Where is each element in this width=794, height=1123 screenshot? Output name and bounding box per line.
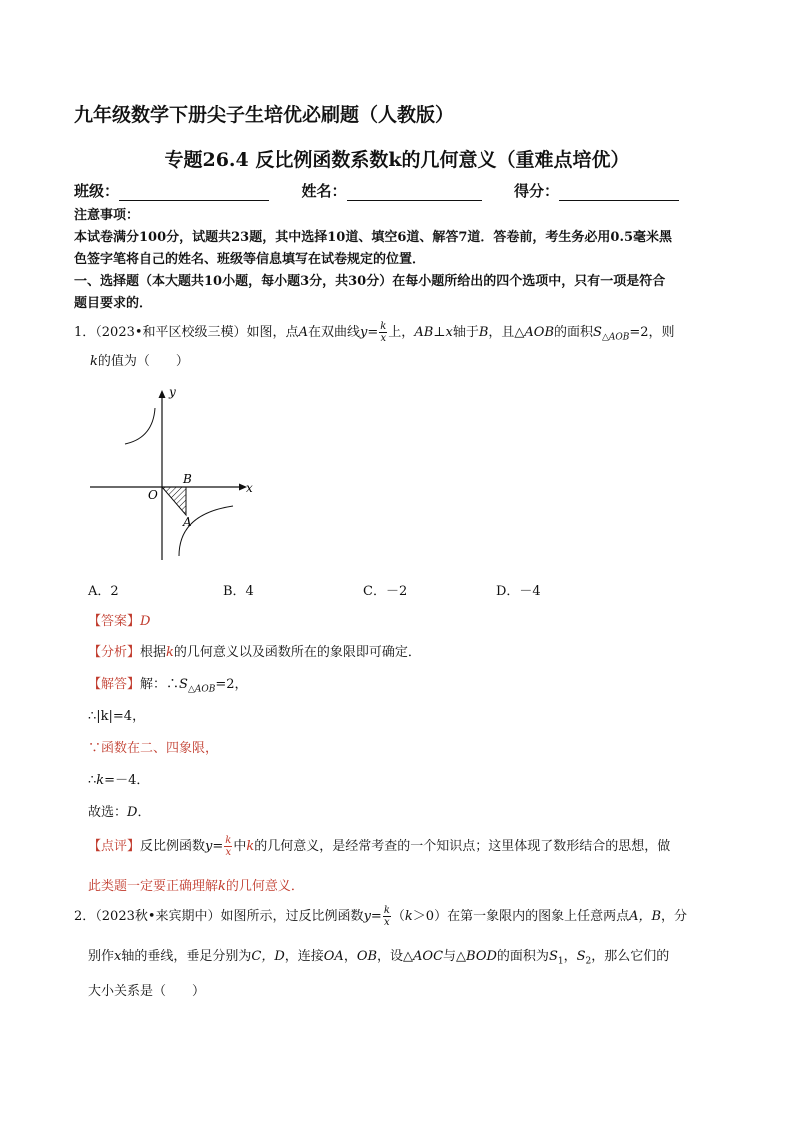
q2-text: 与△ bbox=[443, 949, 467, 964]
solution-text: =2， bbox=[215, 677, 248, 692]
y-axis-arrow bbox=[159, 390, 166, 398]
q2-var: BOD bbox=[466, 949, 497, 964]
solution-text: 解：∴ bbox=[140, 677, 180, 692]
q2-var: S bbox=[548, 949, 558, 964]
comment-text: 反比例函数 bbox=[140, 839, 206, 854]
q2-text: 在第一象限内的图象上任意两点 bbox=[447, 909, 630, 924]
comment-frac-num: k bbox=[225, 835, 232, 846]
analysis-var: k bbox=[166, 645, 174, 660]
label-o: O bbox=[148, 488, 158, 502]
comment-var: k bbox=[218, 879, 226, 894]
q2-text: 别作 bbox=[88, 949, 115, 964]
q1-text: 如图，点 bbox=[246, 325, 299, 340]
q2-frac-num: k bbox=[383, 905, 390, 916]
question-2-line2 bbox=[88, 945, 669, 967]
choose-text: ． bbox=[137, 805, 151, 820]
q1-source: （2023•和平区校级三模） bbox=[95, 325, 247, 340]
option-c[interactable]: C．－2 bbox=[363, 584, 408, 599]
q1-var: x bbox=[445, 325, 453, 340]
q1-answer bbox=[88, 610, 150, 629]
q1-var: AB bbox=[414, 325, 434, 340]
q1-var: AOB bbox=[524, 325, 555, 340]
notes-heading: 注意事项： bbox=[74, 208, 140, 223]
comment-text: 中 bbox=[233, 839, 247, 854]
q1-frac-den: x bbox=[380, 333, 387, 344]
name-blank bbox=[347, 186, 482, 201]
q2-text: 如图所示，过反比例函数 bbox=[220, 909, 364, 924]
q2-text: ，连接 bbox=[284, 949, 324, 964]
answer-tag: 【答案】 bbox=[88, 614, 141, 629]
question-2-line1 bbox=[74, 902, 687, 932]
notes bbox=[74, 205, 672, 315]
class-label: 班级： bbox=[74, 182, 120, 200]
q2-sub: 2 bbox=[585, 956, 592, 967]
q2-var: k bbox=[404, 909, 413, 924]
label-x: x bbox=[246, 481, 253, 495]
comment-frac-den: x bbox=[225, 847, 232, 858]
label-b: B bbox=[183, 472, 192, 486]
q1-solution bbox=[88, 673, 248, 695]
q2-text: 轴的垂线，垂足分别为 bbox=[121, 949, 252, 964]
solution-tag: 【解答】 bbox=[88, 677, 141, 692]
q1-var: A bbox=[298, 325, 308, 340]
label-a: A bbox=[183, 515, 192, 529]
q2-source: （2023秋•来宾期中） bbox=[95, 909, 221, 924]
q1-step4 bbox=[88, 769, 149, 788]
q2-text: ， bbox=[343, 949, 357, 964]
comment-tag: 【点评】 bbox=[88, 839, 141, 854]
q2-var: OA bbox=[323, 949, 344, 964]
q1-comment-line2 bbox=[88, 875, 304, 894]
choose-var: D bbox=[127, 805, 138, 820]
q2-var: S bbox=[576, 949, 586, 964]
q2-text: = bbox=[370, 909, 382, 924]
q2-var: y bbox=[363, 909, 371, 924]
q1-analysis bbox=[88, 641, 421, 660]
q2-fraction bbox=[383, 905, 391, 928]
label-y: y bbox=[169, 385, 176, 399]
q1-text: = bbox=[367, 325, 379, 340]
q1-text: 的面积 bbox=[554, 325, 594, 340]
choose-text: 故选： bbox=[88, 805, 128, 820]
q2-text: ，那么它们的 bbox=[591, 949, 670, 964]
q2-text: （ bbox=[391, 909, 405, 924]
q1-text: ，且△ bbox=[488, 325, 525, 340]
q1-frac-num: k bbox=[380, 321, 387, 332]
q2-text: 的面积为 bbox=[496, 949, 549, 964]
q1-sub: △AOB bbox=[601, 332, 630, 343]
name-label: 姓名： bbox=[301, 182, 347, 200]
step4-text: =－4． bbox=[104, 773, 150, 788]
comment-fraction bbox=[224, 835, 232, 858]
comment-text: 的几何意义，是经常考查的一个知识点；这里体现了数形结合的思想，做 bbox=[254, 839, 671, 854]
q1-step3: ∵函数在二、四象限， bbox=[88, 741, 219, 756]
q1-number: 1． bbox=[74, 325, 96, 340]
q1-fraction bbox=[379, 321, 387, 344]
q2-var: AOC bbox=[413, 949, 444, 964]
q2-text: ，分 bbox=[661, 909, 688, 924]
question-1-line1 bbox=[74, 318, 675, 353]
q1-choose bbox=[88, 801, 150, 820]
q2-text: ＞0） bbox=[412, 909, 448, 924]
q1-text: 上， bbox=[388, 325, 415, 340]
solution-sub: △AOB bbox=[187, 684, 216, 695]
q2-var: OB bbox=[356, 949, 378, 964]
solution-var: S bbox=[179, 677, 188, 692]
q1-text: 的值为（ ） bbox=[97, 354, 189, 369]
q2-number: 2． bbox=[74, 909, 96, 924]
q2-sub: 1 bbox=[557, 956, 564, 967]
step4-text: ∴ bbox=[88, 773, 97, 788]
q1-comment bbox=[88, 832, 670, 862]
section-line2: 题目要求的． bbox=[74, 296, 153, 311]
q1-var: B bbox=[478, 325, 489, 340]
q1-var: k bbox=[90, 354, 98, 369]
answer-value: D bbox=[140, 614, 151, 629]
class-blank bbox=[119, 186, 269, 201]
notes-line1: 本试卷满分100分，试题共23题，其中选择10道、填空6道、解答7道．答卷前，考生务必用0.5毫米黑 bbox=[74, 230, 673, 245]
q1-text: 轴于 bbox=[452, 325, 479, 340]
analysis-text: 的几何意义以及函数所在的象限即可确定． bbox=[173, 645, 421, 660]
comment-var: k bbox=[246, 839, 255, 854]
comment-text: 的几何意义． bbox=[225, 879, 304, 894]
q2-text: ， bbox=[563, 949, 577, 964]
analysis-tag: 【分析】 bbox=[88, 645, 141, 660]
q2-var: C，D bbox=[251, 949, 285, 964]
option-b[interactable]: B．4 bbox=[223, 584, 254, 599]
q1-step2: ∴|k|=4， bbox=[88, 709, 146, 724]
q1-graph bbox=[85, 380, 260, 565]
hyperbola-branch-4 bbox=[179, 506, 233, 556]
series-title: 九年级数学下册尖子生培优必刷题（人教版） bbox=[74, 104, 455, 126]
q2-var: x bbox=[114, 949, 122, 964]
score-label: 得分： bbox=[513, 182, 559, 200]
q1-text: 在双曲线 bbox=[307, 325, 360, 340]
hyperbola-branch-2 bbox=[125, 408, 155, 444]
header-fields bbox=[74, 180, 679, 201]
q2-var: A，B bbox=[629, 909, 662, 924]
q1-text: ⊥ bbox=[433, 325, 446, 340]
comment-text: = bbox=[212, 839, 224, 854]
topic-title: 专题26.4 反比例函数系数k的几何意义（重难点培优） bbox=[164, 149, 630, 171]
question-2-line3: 大小关系是（ ） bbox=[88, 984, 206, 999]
triangle-aob bbox=[162, 487, 186, 515]
question-1-line2 bbox=[90, 350, 189, 369]
comment-var: y bbox=[205, 839, 213, 854]
option-a[interactable]: A．2 bbox=[88, 584, 119, 599]
comment-text: 此类题一定要正确理解 bbox=[88, 879, 219, 894]
notes-line2: 色签字笔将自己的姓名、班级等信息填写在试卷规定的位置． bbox=[74, 252, 426, 267]
q1-var: y bbox=[359, 325, 368, 340]
q2-text: ，设△ bbox=[377, 949, 414, 964]
score-blank bbox=[559, 186, 679, 201]
step4-var: k bbox=[96, 773, 105, 788]
section-line1: 一、选择题（本大题共10小题，每小题3分，共30分）在每小题所给出的四个选项中，只有一项是符合 bbox=[74, 274, 666, 289]
q2-frac-den: x bbox=[384, 917, 390, 928]
option-d[interactable]: D．－4 bbox=[496, 584, 541, 599]
q1-text: =2，则 bbox=[629, 325, 675, 340]
analysis-text: 根据 bbox=[140, 645, 167, 660]
q1-var: S bbox=[593, 325, 602, 340]
